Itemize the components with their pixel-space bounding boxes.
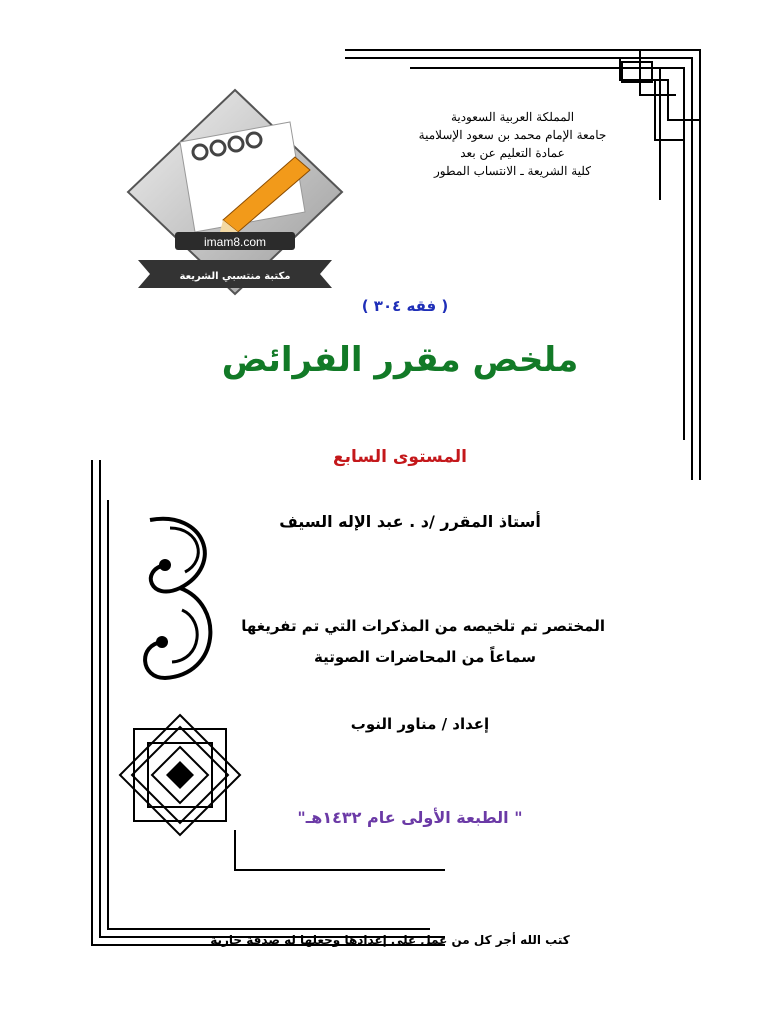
institution-line: كلية الشريعة ـ الانتساب المطور: [434, 164, 591, 178]
document-title: ملخص مقرر الفرائض: [221, 340, 579, 380]
summary-note-line-1: المختصر تم تلخيصه من المذكرات التي تم تفريغها: [241, 617, 605, 635]
institution-line: المملكة العربية السعودية: [450, 110, 575, 124]
summary-note-line-2: سماعاً من المحاضرات الصوتية: [314, 648, 536, 666]
institution-header: [400, 108, 625, 180]
institution-line: عمادة التعليم عن بعد: [460, 146, 565, 160]
library-logo: [120, 82, 350, 312]
course-code: ( فقه ٣٠٤ ): [361, 297, 449, 315]
logo-ribbon-text: مكتبة منتسبي الشريعة: [179, 271, 291, 282]
prepared-by: إعداد / مناور النوب: [350, 715, 490, 733]
edition-note: " الطبعة الأولى عام ١٤٣٢هـ": [297, 808, 523, 827]
logo-url-text: imam8.com: [203, 235, 267, 249]
footer-dedication: كتب الله أجر كل من عمل على إعدادها وجعلها له صدقة جارية: [210, 933, 570, 947]
scroll-ornament: [130, 510, 230, 685]
geometric-star-ornament: [118, 713, 242, 837]
institution-line: جامعة الإمام محمد بن سعود الإسلامية: [418, 128, 607, 142]
course-level: المستوى السابع: [333, 447, 467, 467]
instructor-name: أستاذ المقرر /د . عبد الإله السيف: [279, 512, 541, 531]
